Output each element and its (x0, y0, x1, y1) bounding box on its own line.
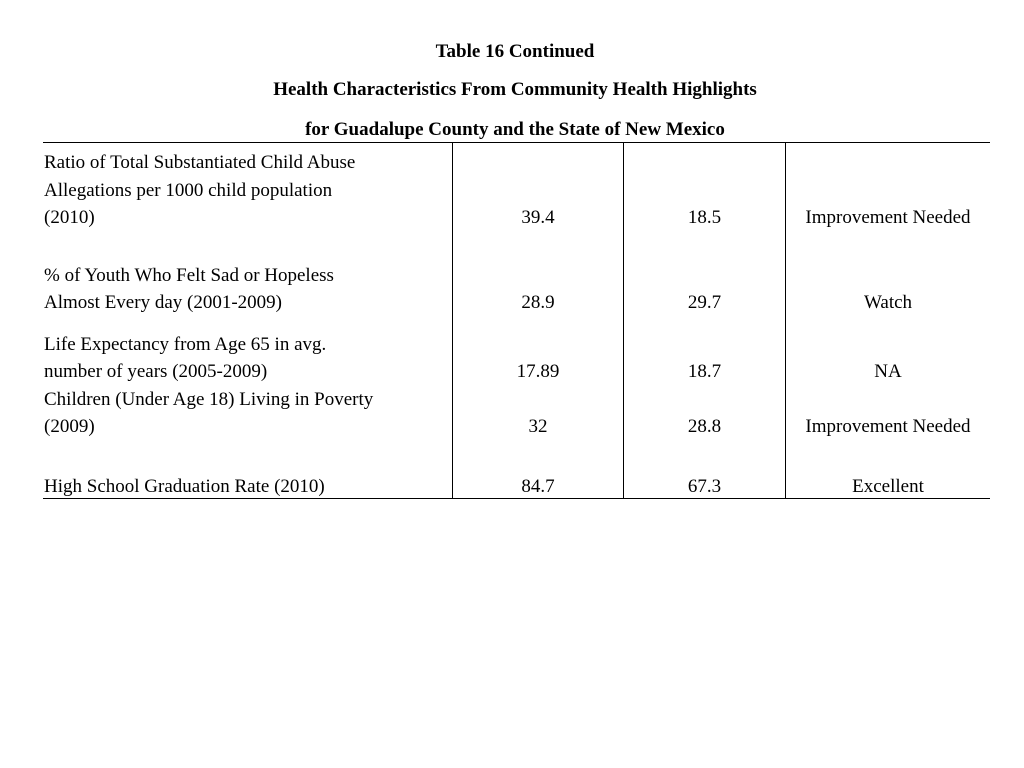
row-label: Ratio of Total Substantiated Child Abuse (44, 152, 356, 173)
row-label: High School Graduation Rate (2010) (44, 476, 325, 497)
row-label: Life Expectancy from Age 65 in avg. (44, 334, 327, 355)
status-value: Improvement Needed (805, 416, 971, 437)
status-value: NA (874, 361, 902, 382)
column-divider (785, 142, 786, 498)
row-label: number of years (2005-2009) (44, 361, 268, 382)
county-value: 28.9 (521, 292, 555, 313)
state-value: 18.5 (687, 207, 722, 228)
status-value: Watch (863, 292, 913, 313)
status-value: Excellent (852, 476, 924, 497)
row-label: Children (Under Age 18) Living in Poverty (44, 389, 374, 410)
row-label: Allegations per 1000 child population (44, 180, 333, 201)
table-subtitle: Health Characteristics From Community Health Highlights (273, 79, 757, 100)
column-divider (452, 142, 453, 498)
status-value: Improvement Needed (805, 207, 971, 228)
row-label: % of Youth Who Felt Sad or Hopeless (44, 265, 334, 286)
state-value: 29.7 (687, 292, 722, 313)
county-value: 32 (528, 416, 548, 437)
table-top-border (43, 142, 990, 143)
county-value: 17.89 (516, 361, 560, 382)
row-label: (2009) (44, 416, 95, 437)
county-value: 84.7 (521, 476, 555, 497)
state-value: 67.3 (687, 476, 722, 497)
table-subtitle-region: for Guadalupe County and the State of New Mexico (305, 119, 725, 140)
row-label: Almost Every day (2001-2009) (44, 292, 282, 313)
row-label: (2010) (44, 207, 95, 228)
column-divider (623, 142, 624, 498)
state-value: 18.7 (687, 361, 722, 382)
state-value: 28.8 (687, 416, 722, 437)
table-title: Table 16 Continued (435, 41, 595, 62)
county-value: 39.4 (521, 207, 555, 228)
